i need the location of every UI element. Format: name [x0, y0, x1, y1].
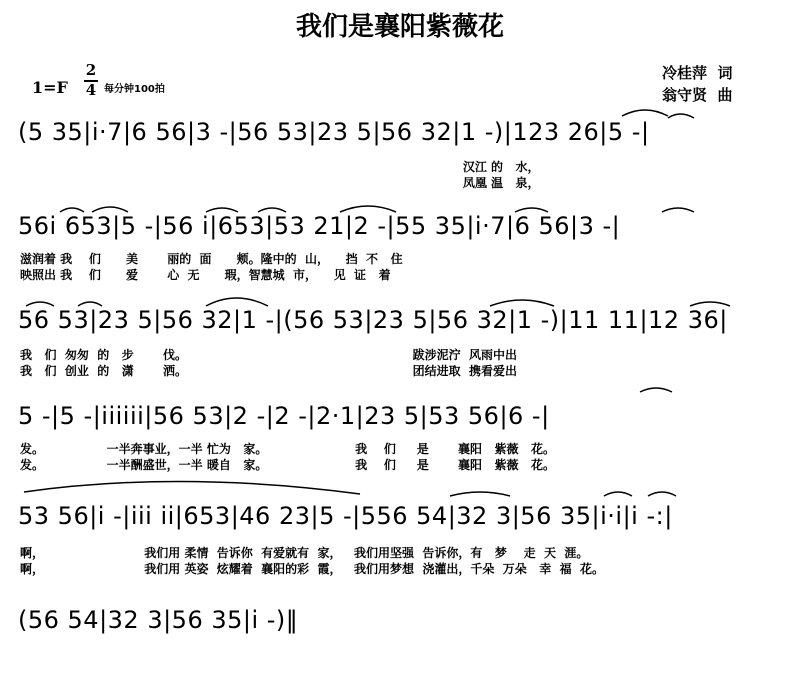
song-title: 我们是襄阳紫薇花 — [295, 12, 504, 42]
lyric-line-4b: 发。 一半酬盛世，一半 暖自 家。 我 们 是 襄阳 紫薇 花。 — [20, 458, 556, 472]
composer-credit: 翁守贤 曲 — [662, 86, 733, 104]
lyric-line-1a: 汉江 的 水， — [20, 160, 540, 174]
notation-line-3: 56 53|23 5|56 32|1 -|(56 53|23 5|56 32|1 -)|11 11|12 36| — [18, 306, 728, 334]
notation-line-5: 53 56|i -|iii ii|653|46 23|5 -|556 54|32 3|56 35|i·i|i -:| — [18, 502, 673, 530]
key-signature: 1=F — [32, 78, 68, 97]
lyricist-credit: 冷桂萍 词 — [662, 64, 733, 82]
lyric-line-4a: 发。 一半奔事业，一半 忙为 家。 我 们 是 襄阳 紫薇 花。 — [20, 442, 556, 456]
notation-line-2: 56i 653|5 -|56 i|653|53 21|2 -|55 35|i·7|6 56|3 -| — [18, 212, 621, 240]
lyric-line-3a: 我 们 匆匆 的 步 伐。 跋涉泥泞 风雨中出 — [20, 348, 517, 362]
lyric-line-5a: 啊， 我们用 柔情 告诉你 有爱就有 家， 我们用坚强 告诉你，有 梦 走 天 涯。 — [20, 546, 589, 560]
notation-line-6: (56 54|32 3|56 35|i -)‖ — [18, 606, 299, 634]
lyric-line-3b: 我 们 创业 的 潇 洒。 团结进取 携看爱出 — [20, 364, 517, 378]
lyric-line-5b: 啊， 我们用 英姿 炫耀着 襄阳的彩 霞， 我们用梦想 浇灌出，千朵 万朵 幸 福 花。 — [20, 562, 605, 576]
lyric-line-2a: 滋润着 我 们 美 丽的 面 颊。隆中的 山， 挡 不 住 — [20, 252, 403, 266]
time-signature-top: 2 — [85, 61, 97, 79]
notation-line-4: 5 -|5 -|iiiiii|56 53|2 -|2 -|2·1|23 5|53 56|6 -| — [18, 402, 550, 430]
lyric-line-2b: 映照出 我 们 爱 心 无 瑕，智慧城 市， 见 证 着 — [20, 268, 391, 282]
time-signature-bottom: 4 — [85, 81, 97, 99]
tempo-marking: 每分钟100拍 — [104, 84, 165, 95]
notation-line-1: (5 35|i·7|6 56|3 -|56 53|23 5|56 32|1 -)|123 26|5 -| — [18, 118, 650, 146]
lyric-line-1b: 凤凰 温 泉， — [20, 176, 540, 190]
